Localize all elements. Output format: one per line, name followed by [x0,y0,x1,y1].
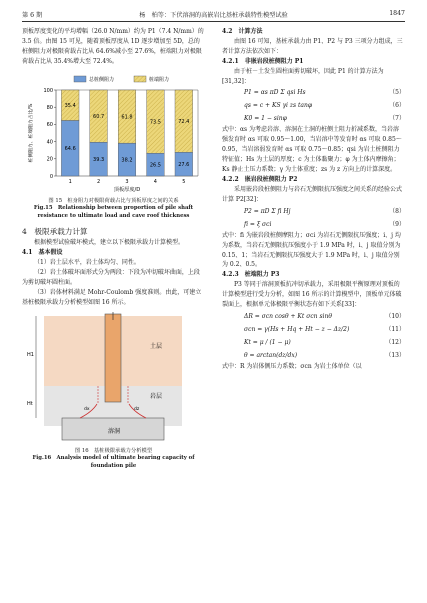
assumption-2: （2）岩土体破坏面形式分为两段：下段为冲切破坏曲面，上段为剪切破坏圆柱面。 [22,269,200,287]
running-title: 杨 柏等：下伏溶洞的高嵌岩比基桩承载特性模型试验 [139,12,288,19]
equation-9: fi = ξ σci （9） [244,220,405,228]
x-tick-label: 1 [68,178,72,185]
pile [105,314,121,402]
label-soil: 土层 [150,342,163,350]
legend-label: 总桩侧阻力 [89,76,115,83]
figure-16-caption [22,448,205,471]
label-H1: H1 [27,351,34,358]
label-cave: 溶洞 [108,427,121,435]
figure-15-caption-cn: 图 15 桩身阻力对极限荷载占比与顶板厚度之间的关系 [48,197,179,204]
paragraph: 由图 16 可知，基桩承载力由 P1、P2 与 P3 三项分力组成，三者计算方法依次如下： [222,37,403,55]
paragraph: 式中：fi 为嵌岩段桩侧摩阻力；σci 为岩石无侧限抗压强度；i、j 均为系数，当岩石无侧限抗压强度小于 1.9 MPa 时，i、j 取值分别为 0.15、1；当岩石无侧限抗压强度大于 1.9 MPa 时，i、j 取值分别为 0.2、0.5。 [222,231,401,269]
legend-swatch [74,76,86,82]
bar-value-label: 26.5 [149,162,161,169]
label-dx: dx [84,406,90,412]
bar-value-label: 39.3 [93,156,105,163]
label-dz: dz [134,406,140,412]
figure-15-chart [22,70,205,196]
subsection-heading: 4.2.3 桩端阻力 P3 [222,271,280,279]
equation-7: K0 = 1 − sinφ （7） [244,115,405,123]
page-number: 1847 [389,10,405,17]
bar-value-label: 64.6 [64,145,76,152]
y-tick-label: 100 [43,87,53,94]
bar-value-label: 72.4 [178,118,190,125]
figure-15-caption [22,198,205,221]
figure-16-diagram [22,312,205,446]
right-column [222,27,405,372]
equation-6: qs = c + KS γi zs tanφ （6） [244,102,405,110]
legend-swatch [134,76,146,82]
bar-value-label: 27.6 [178,161,190,168]
legend-label: 桩端阻力 [149,76,170,83]
header-rule [22,21,405,22]
y-tick-label: 0 [49,173,53,180]
paragraph: 由于桩－土发生圆柱面剪切破坏，因此 P1 的计算方法为[31,32]： [222,67,384,85]
paragraph: 式中：R 为岩体侧压力系数；σcn 为岩土体单位（以 [222,362,362,370]
chapter-heading: 4 极限承载力计算 [22,227,88,237]
paragraph: 采用嵌岩段桩侧阻力与岩石无侧限抗压强度之间关系的经验公式计算 P2[32]： [222,185,403,203]
x-tick-label: 2 [97,178,101,185]
equation-13: θ = arctan(dz/dx) （13） [244,351,405,359]
left-column [22,27,205,471]
label-rock: 岩层 [150,392,163,400]
y-tick-label: 60 [46,121,53,128]
x-axis-label: 顶板厚度/D [113,186,141,193]
assumption-3: （3）岩体材料满足 Mohr-Coulomb 强度准则。由此，可建立基桩极限承载力分析模型如图 16 所示。 [22,288,202,306]
equation-12: Kt = μ / (1 − μ) （12） [244,338,405,346]
subsection-heading: 4.2.1 非嵌岩段桩侧阻力 P1 [222,57,304,65]
paragraph: 式中：αs 为考虑岩溶、溶洞在土洞的桩侧土阻力折减系数，当岩溶强发育时 αs 可取 0.95～1.00，当岩溶中等发育时 αs 可取 0.85～0.95，当岩溶弱发育时 αs 可取 0.75～0.85；qsi 为岩土桩侧阻力特征值；Hs 为土层的厚度；c 为土体黏聚力；φ 为土体内摩擦角；Ks 静止土压力系数；γ 为土体重度；zs 为 z 方向上的计算深度。 [222,126,402,174]
y-tick-label: 20 [46,156,53,163]
issue-number: 第 6 期 [22,12,43,19]
paragraph: 根据模型试验破坏模式，建立以下极限承载力计算模型。 [34,239,185,247]
bar-value-label: 35.4 [64,102,76,109]
bar-value-label: 61.8 [121,113,133,120]
label-Ht: Ht [27,400,33,407]
assumption-1: （1）岩土层水平，岩土体均匀、同性。 [34,259,140,267]
bar-value-label: 38.2 [121,156,133,163]
section-heading: 4.2 计算方法 [222,28,263,35]
equation-11: σcn = γ(Hs + Hq + Ht − z − Δz/2) （11） [244,325,405,333]
bar-value-label: 60.7 [93,113,105,120]
equation-10: ΔR = σcn cosθ + Kt σcn sinθ （10） [244,312,405,320]
section-heading: 4.1 基本假设 [22,249,63,257]
x-tick-label: 3 [125,178,129,185]
figure-16-caption-cn: 图 16 基桩极限承载力分析模型 [74,447,153,454]
subsection-heading: 4.2.2 嵌岩段桩侧阻力 P2 [222,175,298,183]
figure-16-caption-en: Fig.16 Analysis model of ultimate bearing capacity of foundation pile [32,455,195,469]
bar-value-label: 73.5 [149,119,161,126]
y-tick-label: 40 [46,139,53,146]
equation-8: P2 = πD Σ fi Hj （8） [244,207,405,215]
y-tick-label: 80 [46,104,53,111]
paragraph: P3 等同于溶洞顶板抗冲切承载力，采用极限平衡原理对顶板的计算模型进行受力分析，如图 16 所示的计算模型中，顶板单元体破裂面上，根据单元体极限平衡状态有如下关系[33]： [222,281,402,309]
equation-5: P1 = αs πD Σ qsi Hs （5） [244,89,405,97]
y-axis-label: 桩侧阻力、桩端阻力占比/% [29,103,34,163]
x-tick-label: 5 [182,178,186,185]
x-tick-label: 4 [153,178,157,185]
paragraph: 顶板厚度变化的平均增幅（26.0 N/mm）约为 P1（7.4 N/mm）的 3.5 倍。由图 15 可见，随着顶板厚度从 1D 逐步增加至 5D，总的桩侧阻力对极限荷载占比从 64.6%减小至 27.6%，桩端阻力对极限荷载占比从 35.4%增大至 72.4%。 [22,28,204,65]
figure-15-caption-en: Fig.15 Relationship between proportion of pile shaft resistance to ultimate load and cave roof thickness [33,205,194,219]
page-header [22,8,405,22]
